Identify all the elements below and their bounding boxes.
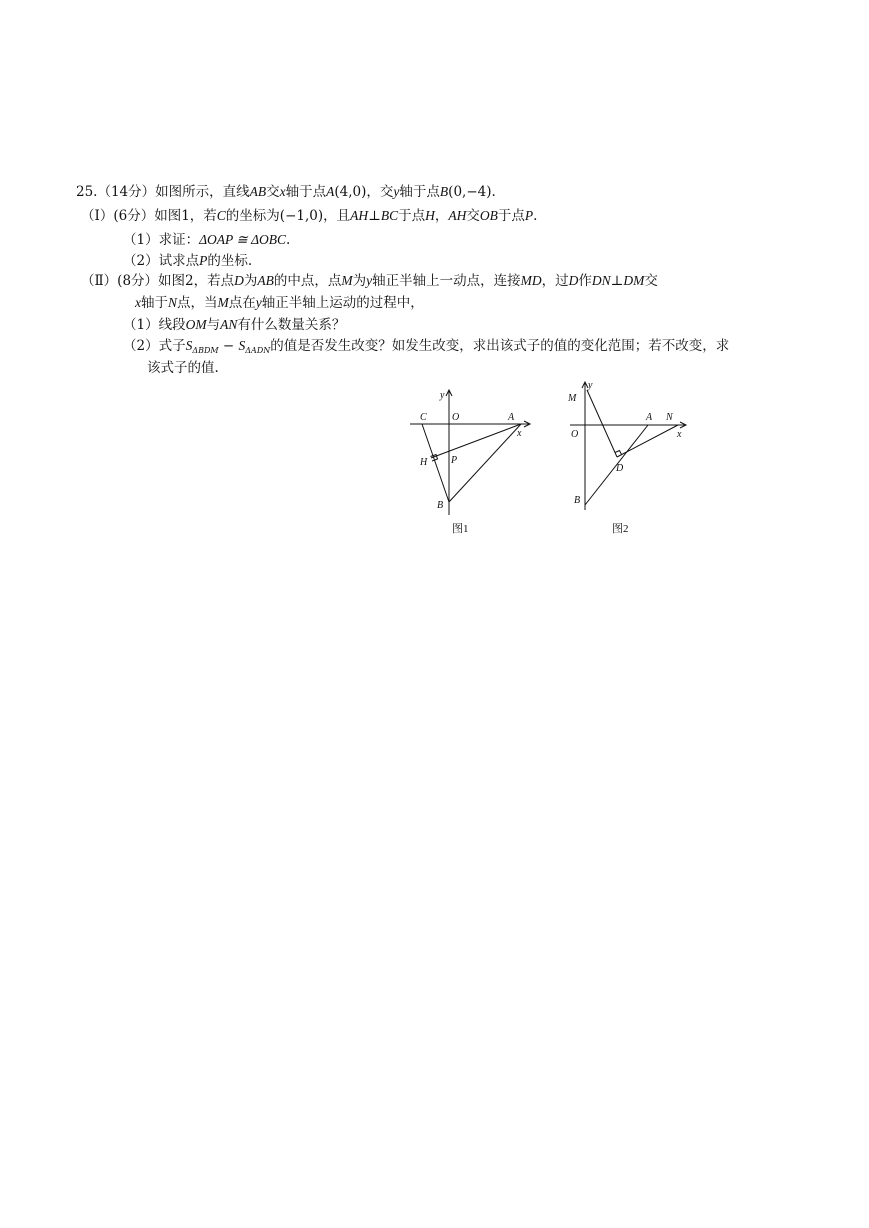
math: AH <box>350 208 369 223</box>
math: ⊥ <box>610 273 624 289</box>
math: N <box>168 295 178 310</box>
label-D: D <box>616 463 624 474</box>
text: ， <box>434 208 449 224</box>
math: AB <box>249 184 267 199</box>
math: A <box>326 184 335 199</box>
text: 点，当 <box>177 295 218 311</box>
math: x <box>279 184 286 199</box>
text: . <box>286 232 291 248</box>
math: B <box>439 184 449 199</box>
label-A: A <box>508 412 515 423</box>
text: 为 <box>243 273 258 289</box>
label-x: x <box>517 428 522 439</box>
label-A: A <box>646 412 653 423</box>
label-y: y <box>588 380 593 391</box>
text: 交 <box>644 273 658 289</box>
part2-question2 <box>123 337 729 360</box>
figure-2 <box>560 378 700 540</box>
text: . <box>533 208 538 224</box>
math: y <box>255 295 262 310</box>
math: (0,−4) <box>448 184 492 200</box>
label-H: H <box>420 457 428 468</box>
text: 作 <box>578 273 592 289</box>
math: DM <box>623 273 645 288</box>
math: P <box>199 253 208 268</box>
math-subscript: ΔADN <box>245 346 271 355</box>
math: D <box>568 273 579 288</box>
math: BC <box>380 208 399 223</box>
math: M <box>341 273 353 288</box>
math: ⊥ <box>368 208 381 224</box>
math: (−1,0) <box>279 208 324 224</box>
math: ΔOAP ≅ ΔOBC <box>199 232 286 247</box>
math: S <box>238 338 246 353</box>
label-M: M <box>568 393 577 404</box>
label-P: P <box>451 455 458 466</box>
figure-1 <box>400 380 540 540</box>
part2-question2-cont <box>147 359 219 377</box>
text: 有什么数量关系？ <box>237 317 346 333</box>
math: M <box>217 295 229 310</box>
text: . <box>491 184 496 200</box>
math: AB <box>257 273 274 288</box>
math: y <box>393 184 400 199</box>
text: 点在 <box>228 295 256 311</box>
text: （Ⅰ）(6分）如图1，若 <box>81 208 217 224</box>
math: MD <box>520 273 542 288</box>
label-C: C <box>420 412 427 423</box>
text: 为 <box>352 273 367 289</box>
text: 的坐标为 <box>225 208 280 224</box>
text: 轴于点 <box>285 184 327 200</box>
figure-2-caption: 图2 <box>612 523 629 535</box>
text: （2）试求点 <box>123 253 200 269</box>
segment-BA <box>449 424 521 502</box>
math: H <box>425 208 435 223</box>
math: AN <box>220 317 238 332</box>
text: （1）线段 <box>123 317 186 333</box>
text: （Ⅱ）(8分）如图2，若点 <box>81 273 235 289</box>
text: 与 <box>206 317 221 333</box>
text: 该式子的值. <box>147 360 219 376</box>
math: S <box>185 338 193 353</box>
part2-question1 <box>123 316 345 334</box>
label-O: O <box>571 429 579 440</box>
label-O: O <box>452 412 460 423</box>
math-subscript: ΔBDM <box>192 346 219 355</box>
text: （2）式子 <box>123 338 186 354</box>
figure-1-caption: 图1 <box>452 523 469 535</box>
math: P <box>524 208 534 223</box>
math: − <box>218 338 239 354</box>
text: 轴正半轴上运动的过程中， <box>261 295 424 311</box>
segment-MD <box>587 390 617 457</box>
text: ，交 <box>366 184 394 200</box>
label-B: B <box>574 495 581 506</box>
text: 25.（14分）如图所示，直线 <box>76 184 250 200</box>
math: OM <box>185 317 207 332</box>
text: 的坐标. <box>207 253 253 269</box>
math: OB <box>479 208 498 223</box>
text: （1）求证： <box>123 232 200 248</box>
text: 轴于点 <box>399 184 440 200</box>
math: C <box>216 208 226 223</box>
text: 的值是否发生改变？如发生改变，求出该式子的值的变化范围；若不改变，求 <box>270 338 730 354</box>
part2-heading <box>81 272 658 290</box>
part2-heading-cont <box>135 294 424 312</box>
label-B: B <box>437 500 444 511</box>
part1-question1 <box>123 231 290 249</box>
text: 交 <box>266 184 280 200</box>
text: ，且 <box>323 208 351 224</box>
text: ，过 <box>541 273 569 289</box>
text: 于点 <box>497 208 525 224</box>
segment-DN <box>617 425 678 457</box>
math: (4,0) <box>334 184 367 200</box>
part1-question2 <box>123 252 252 270</box>
math: x <box>135 295 141 310</box>
part1-heading <box>81 207 537 225</box>
math: D <box>234 273 244 288</box>
label-x: x <box>677 429 682 440</box>
label-N: N <box>666 412 673 423</box>
math: AH <box>448 208 467 223</box>
text: 轴正半轴上一动点，连接 <box>372 273 521 289</box>
segment-AH <box>431 424 521 458</box>
problem-statement <box>76 183 496 201</box>
text: 于点 <box>398 208 426 224</box>
label-y: y <box>440 390 445 401</box>
math: y <box>366 273 373 288</box>
text: 的中点，点 <box>273 273 342 289</box>
math: DN <box>591 273 611 288</box>
text: 轴于 <box>141 295 168 311</box>
text: 交 <box>466 208 480 224</box>
